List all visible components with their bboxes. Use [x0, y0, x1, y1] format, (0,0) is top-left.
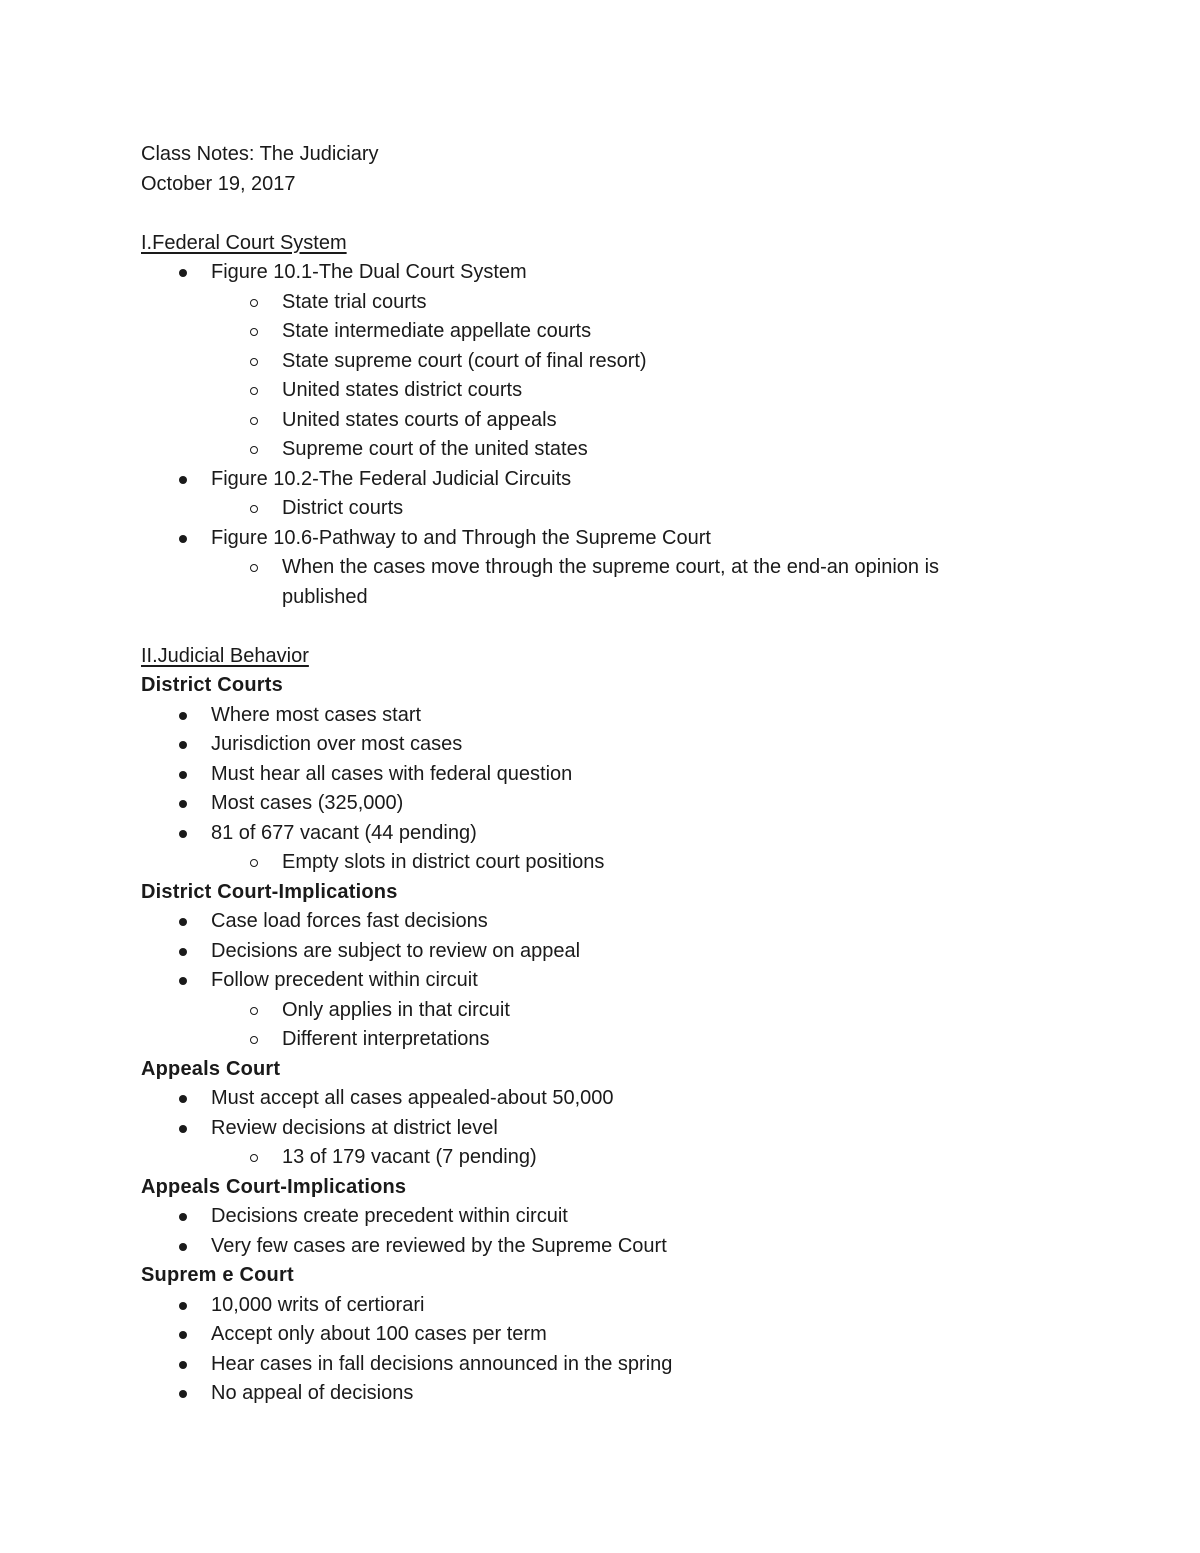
bullet-icon: [179, 977, 187, 985]
circle-bullet-icon: [250, 358, 258, 366]
district-implications-list: [141, 907, 1041, 1055]
bullet-icon: [179, 535, 187, 543]
list-item-text: 10,000 writs of certiorari: [211, 1293, 425, 1316]
sub-list-item-text: When the cases move through the supreme court, at the end-an opinion is published: [282, 556, 940, 608]
sub-list-item: [141, 996, 1041, 1026]
bullet-icon: [179, 771, 187, 779]
circle-bullet-icon: [250, 387, 258, 395]
sub-list-item: [141, 494, 1041, 524]
section-heading-federal-court-system: I.Federal Court System: [141, 231, 347, 254]
list-item-text: Figure 10.2-The Federal Judicial Circuits: [211, 467, 572, 490]
sub-list-item: [141, 1025, 1041, 1055]
bullet-icon: [179, 830, 187, 838]
list-item: [141, 907, 1041, 937]
list-item: [141, 465, 1041, 495]
list-item-text: Review decisions at district level: [211, 1116, 498, 1139]
list-item-text: Hear cases in fall decisions announced in the spring: [211, 1352, 673, 1375]
blank-line: [141, 612, 1041, 642]
sub-list-item-text: Different interpretations: [282, 1028, 490, 1050]
sub-list-item-text: Empty slots in district court positions: [282, 851, 605, 873]
list-item: [141, 1084, 1041, 1114]
list-item: [141, 1350, 1041, 1380]
circle-bullet-icon: [250, 417, 258, 425]
bullet-icon: [179, 741, 187, 749]
list-item: [141, 1379, 1041, 1409]
bullet-icon: [179, 476, 187, 484]
bullet-icon: [179, 1390, 187, 1398]
appeals-court-list: [141, 1084, 1041, 1173]
circle-bullet-icon: [250, 564, 258, 572]
sub-list-item: [141, 317, 1041, 347]
circle-bullet-icon: [250, 1007, 258, 1015]
bullet-icon: [179, 1331, 187, 1339]
circle-bullet-icon: [250, 1154, 258, 1162]
sub-list-item-text: State trial courts: [282, 290, 427, 313]
document-title: Class Notes: The Judiciary: [141, 143, 379, 165]
document-date: October 19, 2017: [141, 172, 296, 195]
circle-bullet-icon: [250, 859, 258, 867]
list-item: [141, 701, 1041, 731]
bullet-icon: [179, 1095, 187, 1103]
list-item-text: Must accept all cases appealed-about 50,000: [211, 1087, 614, 1109]
list-item: [141, 789, 1041, 819]
list-item-text: Must hear all cases with federal question: [211, 762, 573, 785]
section-heading-judicial-behavior: II.Judicial Behavior: [141, 644, 309, 667]
sub-list-item-text: District courts: [282, 497, 404, 519]
sub-list-item-text: Supreme court of the united states: [282, 438, 588, 460]
circle-bullet-icon: [250, 505, 258, 513]
federal-court-list: [141, 258, 1041, 612]
list-item: [141, 1232, 1041, 1262]
subheading-district-court-implications: District Court-Implications: [141, 880, 398, 903]
sub-list-item: [141, 376, 1041, 406]
subheading-district-courts: District Courts: [141, 674, 283, 696]
document-body: [141, 140, 1041, 1409]
list-item: [141, 966, 1041, 996]
bullet-icon: [179, 1243, 187, 1251]
list-item: [141, 1291, 1041, 1321]
list-item-text: 81 of 677 vacant (44 pending): [211, 821, 477, 844]
list-item-text: Figure 10.1-The Dual Court System: [211, 261, 527, 283]
circle-bullet-icon: [250, 328, 258, 336]
list-item-text: Where most cases start: [211, 703, 422, 726]
list-item-text: Follow precedent within circuit: [211, 969, 478, 991]
list-item: [141, 1114, 1041, 1144]
subheading-appeals-court: Appeals Court: [141, 1057, 281, 1080]
list-item-text: Accept only about 100 cases per term: [211, 1323, 547, 1345]
sub-list-item: [141, 288, 1041, 318]
district-courts-list: [141, 701, 1041, 878]
list-item-text: Decisions are subject to review on appeal: [211, 939, 581, 962]
bullet-icon: [179, 948, 187, 956]
list-item: [141, 1320, 1041, 1350]
list-item-text: Very few cases are reviewed by the Supreme Court: [211, 1234, 667, 1257]
bullet-icon: [179, 1213, 187, 1221]
list-item: [141, 1202, 1041, 1232]
sub-list-item: [141, 406, 1041, 436]
bullet-icon: [179, 1302, 187, 1310]
bullet-icon: [179, 1125, 187, 1133]
list-item-text: No appeal of decisions: [211, 1382, 414, 1404]
circle-bullet-icon: [250, 446, 258, 454]
sub-list-item-text: State supreme court (court of final resort): [282, 349, 647, 372]
sub-list-item: [141, 435, 1041, 465]
sub-list-item: [141, 347, 1041, 377]
bullet-icon: [179, 800, 187, 808]
sub-list-item-text: United states district courts: [282, 379, 523, 401]
list-item-text: Most cases (325,000): [211, 792, 404, 814]
list-item: [141, 524, 1041, 554]
sub-list-item-text: State intermediate appellate courts: [282, 320, 592, 342]
subheading-appeals-court-implications: Appeals Court-Implications: [141, 1175, 407, 1198]
bullet-icon: [179, 1361, 187, 1369]
sub-list-item: [141, 848, 1041, 878]
appeals-implications-list: [141, 1202, 1041, 1261]
sub-list-item-text: Only applies in that circuit: [282, 998, 510, 1021]
sub-list-item: [141, 553, 1041, 612]
blank-line: [141, 199, 1041, 229]
subheading-supreme-court: Suprem e Court: [141, 1264, 294, 1286]
list-item: [141, 760, 1041, 790]
list-item: [141, 258, 1041, 288]
list-item-text: Case load forces fast decisions: [211, 910, 488, 932]
bullet-icon: [179, 269, 187, 277]
supreme-court-list: [141, 1291, 1041, 1409]
bullet-icon: [179, 712, 187, 720]
list-item: [141, 730, 1041, 760]
list-item-text: Jurisdiction over most cases: [211, 733, 463, 755]
circle-bullet-icon: [250, 1036, 258, 1044]
list-item-text: Decisions create precedent within circuit: [211, 1205, 568, 1227]
sub-list-item-text: United states courts of appeals: [282, 408, 557, 431]
bullet-icon: [179, 918, 187, 926]
sub-list-item-text: 13 of 179 vacant (7 pending): [282, 1146, 537, 1168]
sub-list-item: [141, 1143, 1041, 1173]
list-item: [141, 819, 1041, 849]
circle-bullet-icon: [250, 299, 258, 307]
list-item: [141, 937, 1041, 967]
list-item-text: Figure 10.6-Pathway to and Through the Supreme Court: [211, 526, 711, 549]
